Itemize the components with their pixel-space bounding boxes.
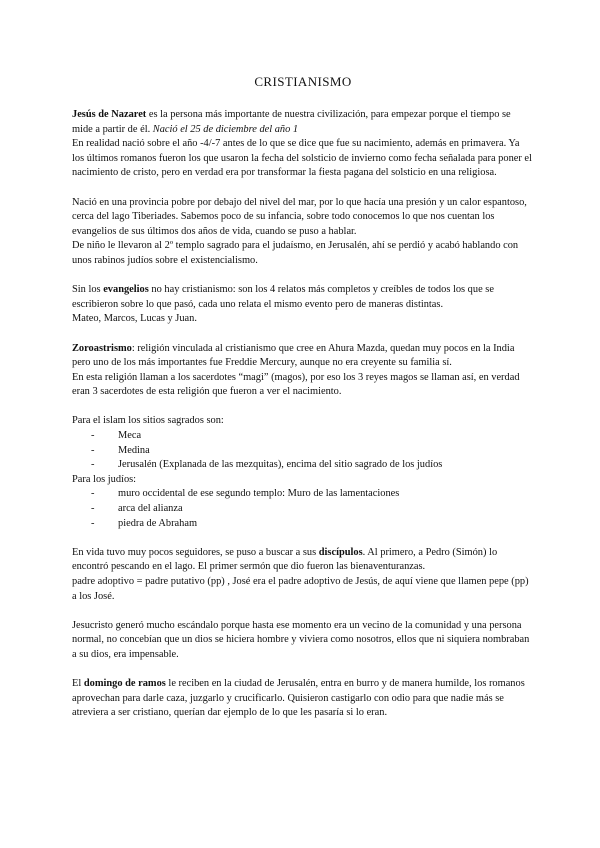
italic-birth: Nació el 25 de diciembre del año 1 [152, 123, 299, 135]
list-item: - piedra de Abraham [91, 517, 534, 532]
paragraph-discipulos: En vida tuvo muy pocos seguidores, se puso a buscar a sus discípulos. Al primero, a Pedro (Simón) lo encontró pescando en el lago. El primer sermón que dio fueron las bienaventuranzas. padre adoptivo = padre putativo (pp) , José era el padre adoptivo de Jesús, de aquí viene que llamen pepe (pp) a los José. [72, 546, 529, 602]
list-heading-islam: Para el islam los sitios sagrados son: [72, 415, 224, 427]
bold-evangelios: evangelios [103, 284, 149, 296]
paragraph-escandalo: Jesucristo generó mucho escándalo porque hasta ese momento era un vecino de la comunidad y una persona normal, no concebían que un dios se hiciera hombre y viviera como nosotros, ellos que ni siquiera nombraban a su dios, era impensable. [72, 619, 530, 660]
document-page [72, 74, 534, 736]
page-title: CRISTIANISMO [254, 74, 352, 89]
paragraph-zoroastrismo: Zoroastrismo: religión vinculada al cristianismo que cree en Ahura Mazda, quedan muy pocos en la India pero uno de los más importantes fue Freddie Mercury, aunque no era creyente su familia sí. En esta religión llaman a los sacerdotes “magi” (magos), por eso los 3 reyes magos se llaman así, en verdad eran 3 sacerdotes de esta religión que fueron a ver el nacimiento. [72, 342, 520, 398]
bold-zoroastrismo: Zoroastrismo [72, 342, 132, 354]
list-jews [72, 487, 534, 531]
bold-discipulos: discípulos [318, 546, 363, 558]
paragraph-evangelios: Sin los evangelios no hay cristianismo: son los 4 relatos más completos y creíbles de todos los que se escribieron sobre lo que pasó, cada uno relata el mismo evento pero de maneras distintas. Mateo, Marcos, Lucas y Juan. [72, 284, 494, 325]
list-islam [72, 429, 534, 473]
bold-jesus: Jesús de Nazaret [72, 109, 147, 120]
list-item: - muro occidental de ese segundo templo: Muro de las lamentaciones [91, 487, 534, 502]
paragraph-birthplace: Nació en una provincia pobre por debajo del nivel del mar, por lo que hacía una presión y un calor espantoso, cerca del lago Tiberiades. Sabemos poco de su infancia, sobre todo conocemos lo que nos cuentan los evangelios de sus últimos dos años de vida, cuando se puso a hablar. De niño le llevaron al 2º templo sagrado para el judaísmo, en Jerusalén, ahí se perdió y acabó hablando con unos rabinos judíos sobre el existencialismo. [72, 196, 527, 266]
list-item: - Jerusalén (Explanada de las mezquitas), encima del sitio sagrado de los judíos [91, 458, 534, 473]
list-item: - Medina [91, 444, 534, 459]
list-item: - arca del alianza [91, 502, 534, 517]
paragraph-jesus: Jesús de Nazaret es la persona más importante de nuestra civilización, para empezar porque el tiempo se mide a partir de él. Nació el 25 de diciembre del año 1 En realidad nació sobre el año -4/-7 antes de lo que se dice que fue su nacimiento, además en primavera. Ya los últimos romanos fueron los que usaron la fecha del solsticio de invierno como fecha señalada para poner el nacimiento de cristo, pero en verdad era por transformar la fiesta pagana del solsticio en una religiosa. [72, 109, 532, 179]
list-heading-jews: Para los judíos: [72, 473, 137, 485]
sacred-sites-lists [72, 414, 534, 531]
bold-domingo-ramos: domingo de ramos [83, 678, 166, 690]
list-item: - Meca [91, 429, 534, 444]
paragraph-domingo-ramos: El domingo de ramos le reciben en la ciudad de Jerusalén, entra en burro y de manera humilde, los romanos aprovechan para darle caza, juzgarlo y crucificarlo. Quisieron castigarlo con odio para que nadie más se atreviera a ser cristiano, querían dar ejemplo de lo que les pasaría si lo eran. [72, 678, 525, 719]
